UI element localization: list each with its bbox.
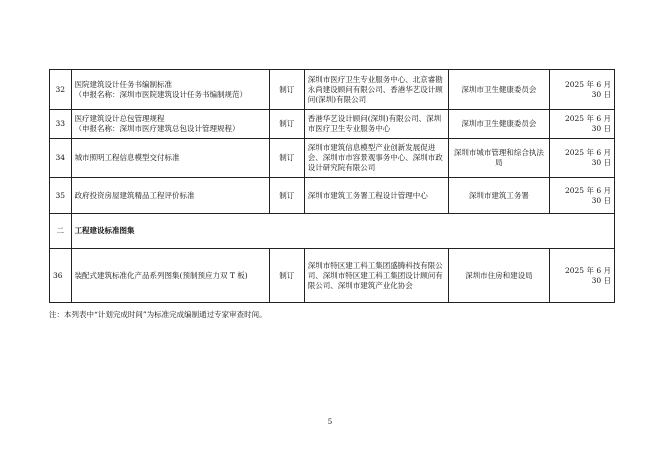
- row-number: 35: [50, 178, 72, 214]
- table-row: [50, 70, 615, 110]
- standard-name-cell: [71, 70, 269, 110]
- standard-name: 城市照明工程信息模型交付标准: [71, 139, 269, 178]
- application-name: （申报名称：深圳市医疗建筑总包设计管理规程）: [74, 124, 240, 133]
- responsible-department: 深圳市卫生健康委员会: [448, 110, 550, 139]
- responsible-department: 深圳市城市管理和综合执法局: [448, 139, 550, 178]
- table-row: [50, 139, 615, 178]
- section-header-row: [50, 214, 615, 249]
- section-title: 工程建设标准图集: [71, 214, 614, 249]
- work-type: 制订: [269, 139, 304, 178]
- standard-name: 装配式建筑标准化产品系列图集(预制预应力双 T 板): [71, 249, 269, 303]
- standards-plan-table: [49, 69, 615, 303]
- work-type: 制订: [269, 249, 304, 303]
- standard-name: 政府投资房屋建筑精品工程评价标准: [71, 178, 269, 214]
- completion-date: 2025 年 6 月 30 日: [550, 249, 615, 303]
- table-row: [50, 249, 615, 303]
- drafting-organizations: 深圳市建筑工务署工程设计管理中心: [304, 178, 448, 214]
- page-number: 5: [327, 418, 333, 426]
- drafting-organizations: 香港华艺设计顾问(深圳)有限公司、深圳市医疗卫生专业服务中心: [304, 110, 448, 139]
- row-number: 33: [50, 110, 72, 139]
- completion-date: 2025 年 6 月 30 日: [550, 139, 615, 178]
- work-type: 制订: [269, 110, 304, 139]
- responsible-department: 深圳市卫生健康委员会: [448, 70, 550, 110]
- standard-name: 医院建筑设计任务书编制标准: [74, 79, 173, 89]
- responsible-department: 深圳市建筑工务署: [448, 178, 550, 214]
- completion-date: 2025 年 6 月 30 日: [550, 70, 615, 110]
- work-type: 制订: [269, 70, 304, 110]
- row-number: 32: [50, 70, 72, 110]
- table-footnote: 注：本列表中“计划完成时间”为标准完成编制通过专家审查时间。: [49, 310, 267, 319]
- section-number: 二: [50, 214, 72, 249]
- standard-name: 医疗建筑设计总包管理规程: [74, 114, 165, 123]
- row-number: 34: [50, 139, 72, 178]
- drafting-organizations: 深圳市医疗卫生专业服务中心、北京睿勘永尚建设顾问有限公司、香港华艺设计顾问(深圳)有限公司: [304, 70, 448, 110]
- row-number: 36: [50, 249, 72, 303]
- work-type: 制订: [269, 178, 304, 214]
- drafting-organizations: 深圳市建筑信息模型产业创新发展促进会、深圳市市容景观事务中心、深圳市政设计研究院有限公司: [304, 139, 448, 178]
- application-name: （申报名称：深圳市医院建筑设计任务书编制规范）: [74, 89, 248, 99]
- table-row: [50, 110, 615, 139]
- completion-date: 2025 年 6 月 30 日: [550, 110, 615, 139]
- standard-name-cell: [71, 110, 269, 139]
- drafting-organizations: 深圳市特区建工科工集团盛腾科技有限公司、深圳市特区建工科工集团设计顾问有限公司、深圳市建筑产业化协会: [304, 249, 448, 303]
- table-row: [50, 178, 615, 214]
- completion-date: 2025 年 6 月 30 日: [550, 178, 615, 214]
- responsible-department: 深圳市住房和建设局: [448, 249, 550, 303]
